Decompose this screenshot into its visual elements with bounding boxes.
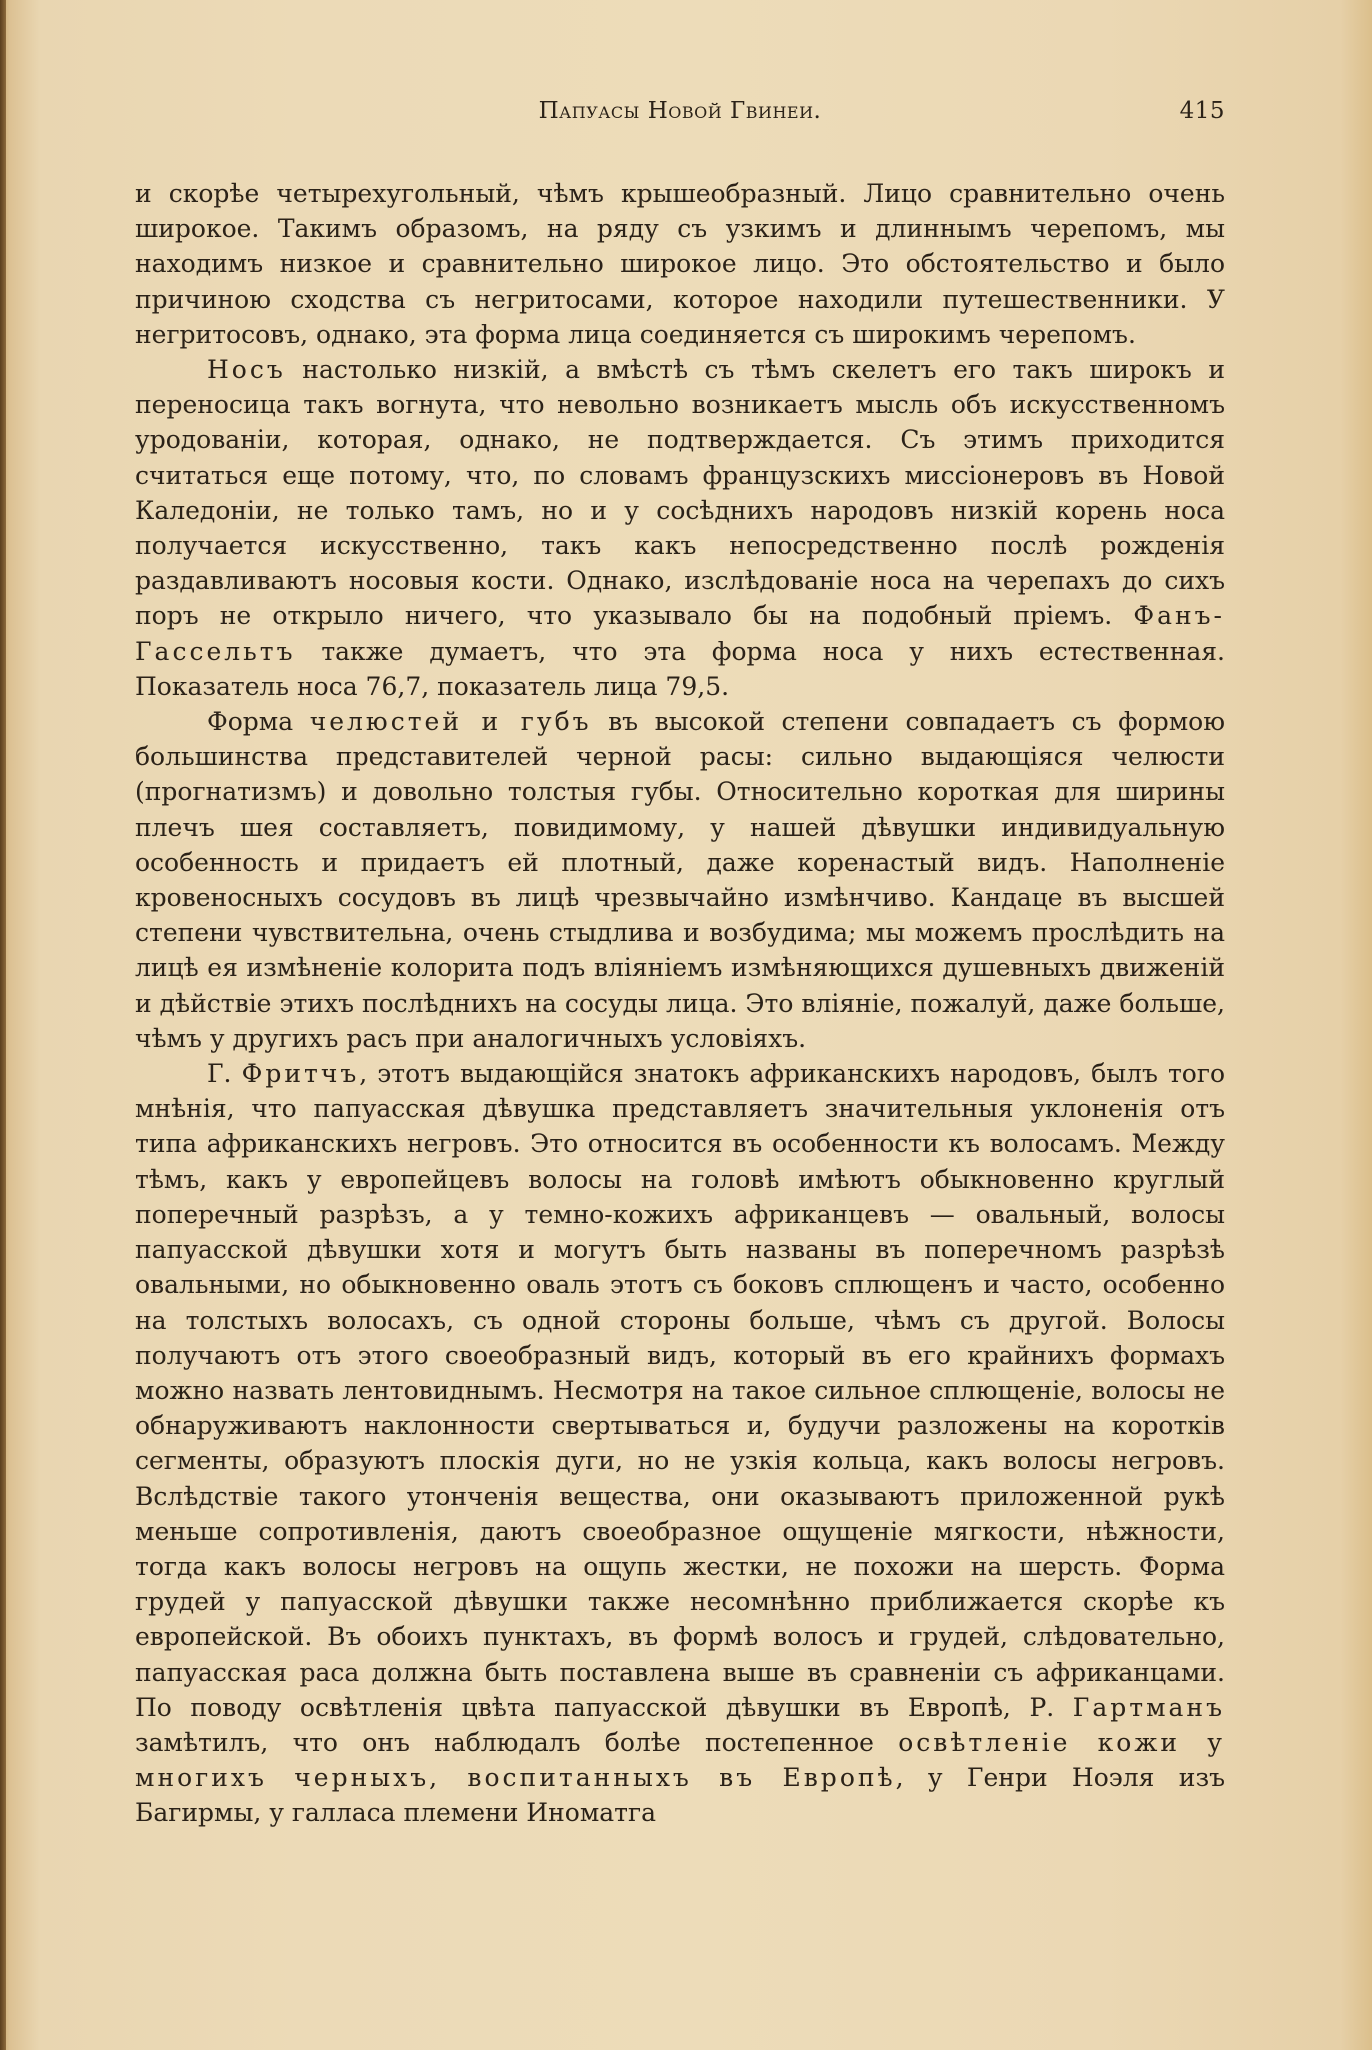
paragraph: [135, 1056, 1225, 1830]
paragraph: [135, 352, 1225, 704]
spaced-emphasis-text: Носъ: [207, 355, 286, 385]
spaced-emphasis-text: Фанъ-Гассельтъ: [135, 601, 1225, 666]
paragraph-text: замѣтилъ, что онъ наблюдалъ болѣе постепенное: [135, 1727, 899, 1757]
paragraph-text: Форма: [207, 707, 310, 737]
paragraph-text: , этотъ выдающійся знатокъ африканскихъ народовъ, былъ того мнѣнія, что папуасская дѣвушка представляетъ значительныя уклоненія отъ типа африканскихъ негровъ. Это относится въ особенности къ волосамъ. Между тѣмъ, какъ у европейцевъ волосы на головѣ имѣютъ обыкновенно круглый поперечный разрѣзъ, а у темно-кожихъ африканцевъ — овальный, волосы папуасской дѣвушки хотя и могутъ быть названы въ поперечномъ разрѣзѣ овальными, но обыкновенно оваль этотъ съ боковъ сплющенъ и часто, особенно на толстыхъ волосахъ, съ одной стороны больше, чѣмъ съ другой. Волосы получаютъ отъ этого своеобразный видъ, который въ его крайнихъ формахъ можно назвать лентовиднымъ. Несмотря на такое сильное сплющеніе, волосы не обнаруживаютъ наклонности свертываться и, будучи разложены на коротків сегменты, образуютъ плоскія дуги, но не узкія кольца, какъ волосы негровъ. Вслѣдствіе такого утонченія вещества, они оказываютъ приложенной рукѣ меньше сопротивленія, даютъ своеобразное ощущеніе мягкости, нѣжности, тогда какъ волосы негровъ на ощупь жестки, не похожи на шерсть. Форма грудей у папуасской дѣвушки также несомнѣнно приближается скорѣе къ европейской. Въ обоихъ пунктахъ, въ формѣ волосъ и грудей, слѣдовательно, папуасская раса должна быть поставлена выше въ сравненіи съ африканцами. По поводу освѣтленія цвѣта папуасской дѣвушки въ Европѣ, Р.: [135, 1059, 1226, 1722]
spaced-emphasis-text: Фритчъ: [241, 1059, 360, 1089]
body-text: [135, 176, 1225, 1831]
page-header: [135, 98, 1225, 134]
paragraph-text: и скорѣе четырехугольный, чѣмъ крышеобразный. Лицо сравнительно очень широкое. Такимъ образомъ, на ряду съ узкимъ и длиннымъ черепомъ, мы находимъ низкое и сравнительно широкое лицо. Это обстоятельство и было причиною сходства съ негритосами, которое находили путешественники. У негритосовъ, однако, эта форма лица соединяется съ широкимъ черепомъ.: [135, 179, 1225, 349]
spaced-emphasis-text: освѣтленіе кожи у многихъ черныхъ, воспитанныхъ въ Европѣ: [135, 1727, 1225, 1793]
running-title: Папуасы Новой Гвинеи.: [538, 98, 822, 124]
spaced-emphasis-text: Гартманъ: [1072, 1692, 1225, 1722]
paragraph-text: настолько низкій, а вмѣстѣ съ тѣмъ скелетъ его такъ широкъ и переносица такъ вогнута, что невольно возникаетъ мысль объ искусственномъ уродованіи, которая, однако, не подтверждается. Съ этимъ приходится считаться еще потому, что, по словамъ французскихъ миссіонеровъ въ Новой Каледоніи, не только тамъ, но и у сосѣднихъ народовъ низкій корень носа получается искусственно, такъ какъ непосредственно послѣ рожденія раздавливаютъ носовыя кости. Однако, изслѣдованіе носа на черепахъ до сихъ поръ не открыло ничего, что указывало бы на подобный пріемъ.: [135, 355, 1225, 631]
page-number: 415: [1179, 98, 1225, 124]
paragraph: [135, 704, 1225, 1056]
paragraph: [135, 176, 1225, 352]
paragraph-text: также думаетъ, что эта форма носа у нихъ естественная. Показатель носа 76,7, показатель лица 79,5.: [135, 636, 1225, 701]
paragraph-text: Г.: [207, 1059, 242, 1089]
paragraph-text: въ высокой степени совпадаетъ съ формою большинства представителей черной расы: сильно выдающіяся челюсти (прогнатизмъ) и довольно толстыя губы. Относительно короткая для ширины плечъ шея составляетъ, повидимому, у нашей дѣвушки индивидуальную особенность и придаетъ ей плотный, даже коренастый видъ. Наполненіе кровеносныхъ сосудовъ въ лицѣ чрезвычайно измѣнчиво. Кандаце въ высшей степени чувствительна, очень стыдлива и возбудима; мы можемъ прослѣдить на лицѣ ея измѣненіе колорита подъ вліяніемъ измѣняющихся душевныхъ движеній и дѣйствіе этихъ послѣднихъ на сосуды лица. Это вліяніе, пожалуй, даже больше, чѣмъ у другихъ расъ при аналогичныхъ условіяхъ.: [135, 707, 1225, 1053]
paragraph-text: , у Генри Ноэля изъ Багирмы, у галласа племени Иноматга: [135, 1763, 1225, 1828]
page-spine-edge: [0, 0, 6, 2050]
spaced-emphasis-text: челюстей и губъ: [309, 707, 592, 737]
